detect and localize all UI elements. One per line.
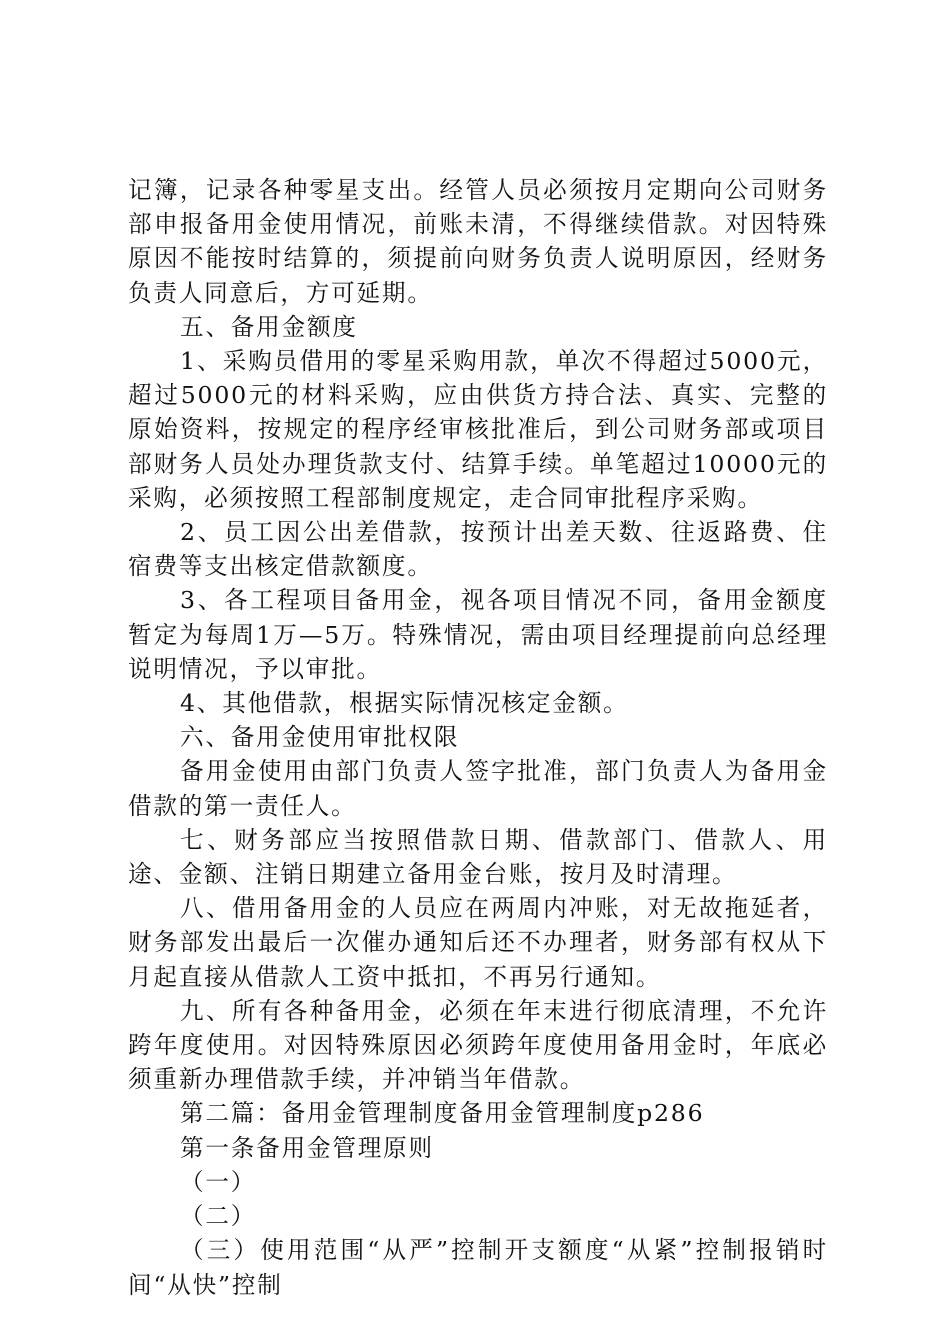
subitem-one: （一） <box>180 1167 257 1196</box>
section-heading-five: 五、备用金额度 <box>180 312 358 341</box>
paragraph-item-2: 2、员工因公出差借款，按预计出差天数、往返路费、住宿费等支出核定借款额度。 <box>128 518 828 581</box>
article-one-heading: 第一条备用金管理原则 <box>180 1133 434 1162</box>
paragraph-advance-record: 记簿，记录各种零星支出。经管人员必须按月定期向公司财务部申报备用金使用情况，前账未清，不得继续借款。对因特殊原因不能按时结算的，须提前向财务负责人说明原因，经财务负责人同意后，方可延期。 <box>128 176 828 307</box>
document-body <box>128 173 828 1302</box>
paragraph-item-1: 1、采购员借用的零星采购用款，单次不得超过5000元，超过5000元的材料采购，应由供货方持合法、真实、完整的原始资料，按规定的程序经审核批准后，到公司财务部或项目部财务人员处办理货款支付、结算手续。单笔超过10000元的采购，必须按照工程部制度规定，走合同审批程序采购。 <box>128 347 828 512</box>
paragraph-approval-authority: 备用金使用由部门负责人签字批准，部门负责人为备用金借款的第一责任人。 <box>128 757 828 820</box>
subitem-two: （二） <box>180 1202 257 1231</box>
paragraph-item-4: 4、其他借款，根据实际情况核定金额。 <box>180 689 629 718</box>
section-eight: 八、借用备用金的人员应在两周内冲账，对无故拖延者，财务部发出最后一次催办通知后还不办理者，财务部有权从下月起直接从借款人工资中抵扣，不再另行通知。 <box>128 894 828 991</box>
subitem-three: （三）使用范围“从严”控制开支额度“从紧”控制报销时间“从快”控制 <box>128 1236 828 1299</box>
section-seven: 七、财务部应当按照借款日期、借款部门、借款人、用途、金额、注销日期建立备用金台账，按月及时清理。 <box>128 825 828 889</box>
chapter-two-title: 第二篇：备用金管理制度备用金管理制度p286 <box>180 1099 705 1128</box>
paragraph-item-3: 3、各工程项目备用金，视各项目情况不同，备用金额度暂定为每周1万—5万。特殊情况，需由项目经理提前向总经理说明情况，予以审批。 <box>128 586 828 683</box>
section-nine: 九、所有各种备用金，必须在年末进行彻底清理，不允许跨年度使用。对因特殊原因必须跨年度使用备用金时，年底必须重新办理借款手续，并冲销当年借款。 <box>128 996 828 1094</box>
section-heading-six: 六、备用金使用审批权限 <box>180 723 460 752</box>
